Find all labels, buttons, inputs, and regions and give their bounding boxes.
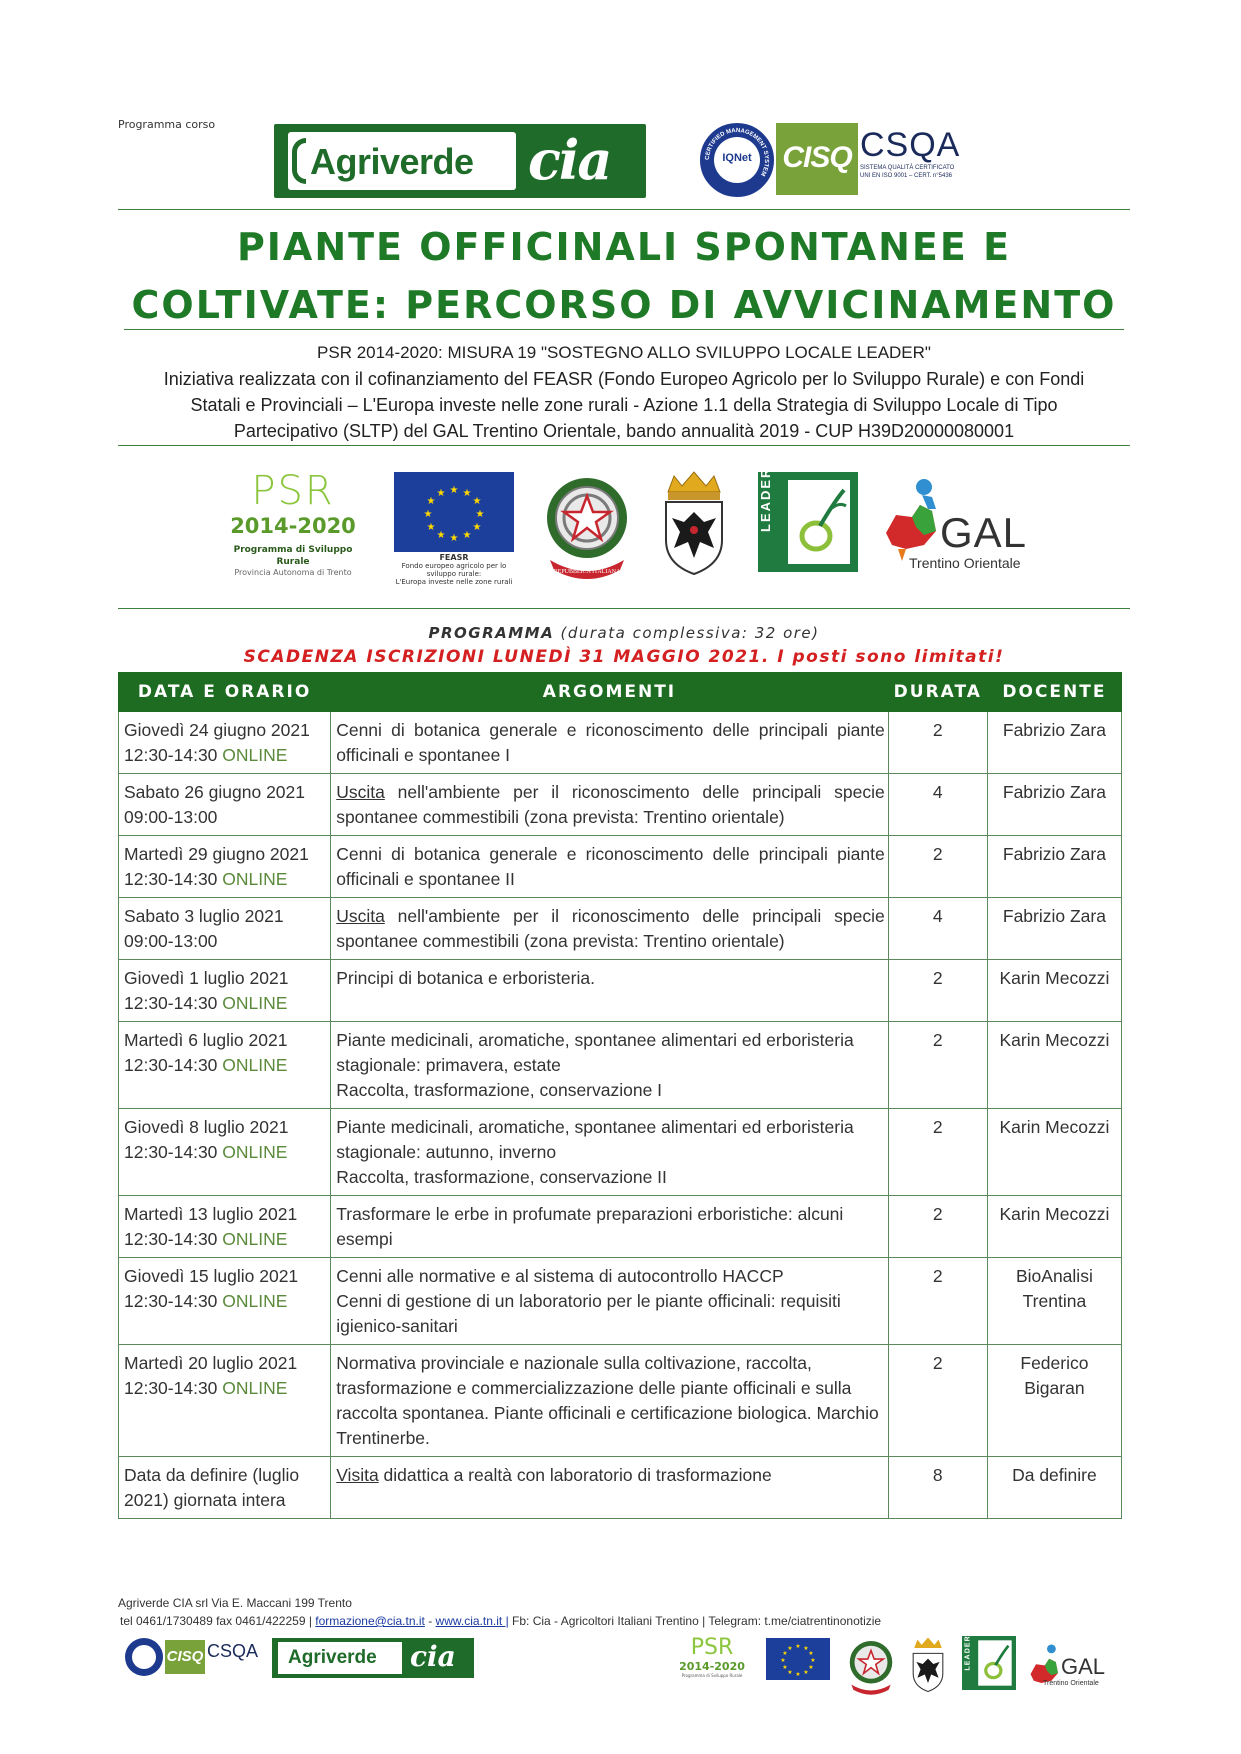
svg-text:★: ★ [803, 1669, 809, 1676]
date: Martedì 20 luglio 2021 [124, 1353, 298, 1373]
footer-contacts [120, 1614, 881, 1628]
svg-text:★: ★ [780, 1657, 786, 1664]
agriverde-wordmark: Agriverde [310, 141, 474, 182]
teacher-cell: BioAnalisi Trentina [987, 1258, 1121, 1345]
time: 09:00-13:00 [124, 807, 218, 827]
date-cell [119, 836, 331, 898]
duration-cell: 2 [888, 1022, 987, 1109]
email-link[interactable]: formazione@cia.tn.it [315, 1614, 425, 1628]
csqa-text: CSQA [860, 126, 961, 164]
topic-text: Piante medicinali, aromatiche, spontanee alimentari ed erboristeria stagionale: autunno, inverno [336, 1117, 854, 1162]
topic-cell: Cenni di botanica generale e riconoscimento delle principali piante officinali e spontanee I [331, 712, 889, 774]
column-header-topics: ARGOMENTI [331, 673, 889, 712]
psr-line-1: Programma di Sviluppo Rurale [233, 545, 353, 567]
emblem-banner-text: REPUBBLICA ITALIANA [553, 569, 621, 575]
divider [124, 329, 1124, 330]
footer-social: Fb: Cia - Agricoltori Italiani Trentino | Telegram: t.me/ciatrentinonotizie [512, 1614, 882, 1628]
footer-cisq-logo: CISQ [165, 1640, 205, 1674]
svg-text:★: ★ [808, 1664, 814, 1671]
footer-iqnet-logo-icon [125, 1638, 163, 1676]
time: 12:30-14:30 [124, 1291, 218, 1311]
cia-wordmark: cia [528, 128, 611, 192]
intro-text [118, 340, 1130, 444]
topic-text-2: Raccolta, trasformazione, conservazione II [336, 1167, 667, 1187]
eu-flag-icon [394, 472, 514, 552]
topic-cell [331, 1109, 889, 1196]
topic-cell [331, 1022, 889, 1109]
svg-text:★: ★ [436, 488, 446, 499]
csqa-logo [860, 126, 960, 194]
topic-cell: Principi di botanica e erboristeria. [331, 960, 889, 1022]
footer-italian-emblem-icon [846, 1636, 896, 1696]
table-row [119, 712, 1122, 774]
italian-republic-emblem-icon [540, 470, 634, 580]
footer-leader-text: LEADER [964, 1636, 972, 1671]
table-row [119, 1022, 1122, 1109]
eu-caption-line-1: Fondo europeo agricolo per lo sviluppo rurale: [401, 562, 507, 578]
column-header-duration: DURATA [888, 673, 987, 712]
csqa-line-2: UNI EN ISO 9001 – CERT. n°5436 [860, 173, 953, 179]
duration-cell: 2 [888, 712, 987, 774]
footer-gal-subtitle: Trentino Orientale [1043, 1680, 1099, 1687]
website-link[interactable]: www.cia.tn.it | [435, 1614, 509, 1628]
table-row [119, 1196, 1122, 1258]
svg-text:★: ★ [449, 485, 459, 496]
eu-caption [388, 554, 520, 586]
teacher-cell: Karin Mecozzi [987, 1196, 1121, 1258]
teacher-cell: Karin Mecozzi [987, 960, 1121, 1022]
table-row [119, 836, 1122, 898]
svg-text:★: ★ [472, 496, 482, 507]
time: 12:30-14:30 [124, 869, 218, 889]
trento-coat-of-arms-icon [660, 470, 728, 578]
svg-text:★: ★ [787, 1645, 793, 1652]
topic-cell [331, 898, 889, 960]
gal-trentino-orientale-logo [876, 475, 1031, 575]
date: Giovedì 24 giugno 2021 [124, 720, 310, 740]
online-badge: ONLINE [222, 869, 288, 889]
svg-text:★: ★ [436, 530, 446, 541]
footer-cia-wordmark: cia [410, 1640, 456, 1673]
agriverde-cia-logo [274, 124, 646, 198]
date-cell [119, 1345, 331, 1457]
title-line-2: COLTIVATE: PERCORSO DI AVVICINAMENTO [131, 283, 1117, 327]
teacher-cell: Karin Mecozzi [987, 1109, 1121, 1196]
topic-link[interactable]: Uscita [336, 906, 385, 926]
footer-leader-logo [962, 1636, 1016, 1690]
svg-text:★: ★ [472, 522, 482, 533]
topic-cell: Cenni di botanica generale e riconoscimento delle principali piante officinali e spontanee II [331, 836, 889, 898]
date-cell [119, 1258, 331, 1345]
programma-label: PROGRAMMA [428, 624, 555, 642]
svg-text:★: ★ [426, 496, 436, 507]
cup-code: CUP H39D20000080001 [815, 421, 1015, 441]
column-header-teacher: DOCENTE [987, 673, 1121, 712]
topic-cell [331, 774, 889, 836]
programma-duration: (durata complessiva: 32 ore) [560, 624, 820, 642]
topic-text: nell'ambiente per il riconoscimento delle principali specie spontanee commestibili (zona prevista: Trentino orientale) [336, 906, 885, 951]
svg-text:★: ★ [449, 533, 459, 544]
svg-text:★: ★ [787, 1669, 793, 1676]
svg-text:★: ★ [462, 530, 472, 541]
gal-subtitle: Trentino Orientale [909, 555, 1021, 571]
teacher-cell: Fabrizio Zara [987, 774, 1121, 836]
time: 09:00-13:00 [124, 931, 218, 951]
online-badge: ONLINE [222, 745, 288, 765]
table-row [119, 1109, 1122, 1196]
footer-agriverde-wordmark: Agriverde [288, 1647, 377, 1668]
online-badge: ONLINE [222, 1291, 288, 1311]
duration-cell: 2 [888, 1196, 987, 1258]
footer-trento-arms-icon [910, 1636, 946, 1694]
teacher-cell: Karin Mecozzi [987, 1022, 1121, 1109]
teacher-cell: Federico Bigaran [987, 1345, 1121, 1457]
footer-psr-logo [674, 1636, 750, 1678]
divider [118, 209, 1130, 210]
footer-psr-wordmark: PSR [690, 1635, 734, 1660]
footer-address: Agriverde CIA srl Via E. Maccani 199 Trento [118, 1596, 352, 1610]
online-badge: ONLINE [222, 1229, 288, 1249]
footer-gal-logo [1025, 1638, 1115, 1698]
footer-psr-year: 2014-2020 [679, 1660, 745, 1673]
time: 12:30-14:30 [124, 1142, 218, 1162]
page-title [118, 218, 1130, 334]
online-badge: ONLINE [222, 1378, 288, 1398]
iqnet-ring-text: CERTIFIED MANAGEMENT SYSTEM [704, 127, 770, 177]
footer-eu-flag-icon [766, 1638, 830, 1680]
time: 12:30-14:30 [124, 1229, 218, 1249]
date-cell [119, 1022, 331, 1109]
svg-text:★: ★ [475, 509, 485, 520]
eu-caption-line-2: L'Europa investe nelle zone rurali [395, 578, 513, 586]
online-badge: ONLINE [222, 1055, 288, 1075]
topic-text: nell'ambiente per il riconoscimento delle principali specie spontanee commestibili (zona prevista: Trentino orientale) [336, 782, 885, 827]
table-row [119, 774, 1122, 836]
teacher-cell: Da definire [987, 1457, 1121, 1519]
table-row [119, 898, 1122, 960]
date-cell: Data da definire (luglio 2021) giornata intera [119, 1457, 331, 1519]
date-cell [119, 1109, 331, 1196]
svg-text:★: ★ [795, 1671, 801, 1678]
footer-agriverde-logo [272, 1638, 474, 1678]
svg-text:★: ★ [795, 1643, 801, 1650]
topic-text: Cenni alle normative e al sistema di autocontrollo HACCP [336, 1266, 784, 1286]
date-cell [119, 712, 331, 774]
cisq-logo [776, 123, 858, 195]
date: Martedì 13 luglio 2021 [124, 1204, 298, 1224]
topic-link[interactable]: Visita [336, 1465, 379, 1485]
date-cell [119, 1196, 331, 1258]
measure-line: PSR 2014-2020: MISURA 19 "SOSTEGNO ALLO SVILUPPO LOCALE LEADER" [317, 343, 931, 362]
duration-cell: 8 [888, 1457, 987, 1519]
date-cell [119, 774, 331, 836]
topic-cell [331, 1258, 889, 1345]
document-label: Programma corso [118, 118, 216, 131]
teacher-cell: Fabrizio Zara [987, 712, 1121, 774]
svg-text:★: ★ [803, 1645, 809, 1652]
psr-wordmark: PSR [251, 468, 335, 514]
svg-text:★: ★ [808, 1650, 814, 1657]
svg-text:★: ★ [423, 509, 433, 520]
table-header-row [119, 673, 1122, 712]
online-badge: ONLINE [222, 1142, 288, 1162]
topic-cell: Trasformare le erbe in profumate preparazioni erboristiche: alcuni esempi [331, 1196, 889, 1258]
topic-text-2: Raccolta, trasformazione, conservazione I [336, 1080, 663, 1100]
psr-logo [218, 468, 368, 577]
leader-text: LEADER [758, 472, 773, 532]
svg-text:★: ★ [810, 1657, 816, 1664]
footer-csqa-logo: CSQA [207, 1641, 259, 1661]
deadline-notice: SCADENZA ISCRIZIONI LUNEDÌ 31 MAGGIO 2021. I posti sono limitati! [243, 647, 1005, 667]
duration-cell: 4 [888, 774, 987, 836]
topic-text: Piante medicinali, aromatiche, spontanee alimentari ed erboristeria stagionale: primavera, estate [336, 1030, 854, 1075]
time: 12:30-14:30 [124, 745, 218, 765]
topic-text-2: Cenni di gestione di un laboratorio per le piante officinali: requisiti igienico-sanitari [336, 1291, 841, 1336]
table-row [119, 1258, 1122, 1345]
title-line-1: PIANTE OFFICINALI SPONTANEE E [236, 225, 1012, 269]
svg-text:★: ★ [426, 522, 436, 533]
psr-year: 2014-2020 [230, 514, 356, 538]
feasr-label: FEASR [439, 553, 469, 562]
duration-cell: 2 [888, 836, 987, 898]
svg-text:★: ★ [462, 488, 472, 499]
teacher-cell: Fabrizio Zara [987, 836, 1121, 898]
date: Giovedì 1 luglio 2021 [124, 968, 289, 988]
programma-heading [118, 624, 1130, 642]
iqnet-certification-logo [700, 123, 774, 197]
footer-psr-line: Programma di Sviluppo Rurale [681, 1673, 743, 1678]
time: 12:30-14:30 [124, 1055, 218, 1075]
table-row [119, 1457, 1122, 1519]
gal-wordmark: GAL [940, 509, 1028, 556]
duration-cell: 2 [888, 1109, 987, 1196]
iqnet-text: IQNet [722, 152, 752, 164]
intro-paragraph: Iniziativa realizzata con il cofinanziamento del FEASR (Fondo Europeo Agricolo per lo Sviluppo Rurale) e con Fondi Statali e Provinciali – L'Europa investe nelle zone rurali - Azione 1.1 della Strategia di Sviluppo Locale di Tipo Partecipativo (SLTP) del GAL Trentino Orientale, bando annualità 2019 - [163, 369, 1085, 441]
csqa-line-1: SISTEMA QUALITÀ CERTIFICATO [860, 165, 955, 171]
topic-link[interactable]: Uscita [336, 782, 385, 802]
divider [118, 445, 1130, 446]
svg-text:★: ★ [782, 1664, 788, 1671]
topic-text: didattica a realtà con laboratorio di trasformazione [378, 1465, 772, 1485]
time: 12:30-14:30 [124, 1378, 218, 1398]
time: 12:30-14:30 [124, 993, 218, 1013]
duration-cell: 2 [888, 1258, 987, 1345]
leader-logo [758, 472, 858, 572]
footer-phone: tel 0461/1730489 fax 0461/422259 | [120, 1614, 312, 1628]
cisq-text: CISQ [782, 141, 852, 174]
date: Sabato 3 luglio 2021 [124, 906, 284, 926]
psr-line-2: Provincia Autonoma di Trento [234, 568, 352, 577]
footer-gal-wordmark: GAL [1061, 1654, 1106, 1679]
date-cell [119, 960, 331, 1022]
date: Martedì 29 giugno 2021 [124, 844, 309, 864]
table-row [119, 1345, 1122, 1457]
svg-text:★: ★ [782, 1650, 788, 1657]
divider [118, 608, 1130, 609]
duration-cell: 2 [888, 1345, 987, 1457]
online-badge: ONLINE [222, 993, 288, 1013]
teacher-cell: Fabrizio Zara [987, 898, 1121, 960]
table-row [119, 960, 1122, 1022]
duration-cell: 4 [888, 898, 987, 960]
bracket-icon [292, 138, 306, 184]
date: Martedì 6 luglio 2021 [124, 1030, 288, 1050]
duration-cell: 2 [888, 960, 987, 1022]
topic-cell [331, 1457, 889, 1519]
column-header-date: DATA E ORARIO [119, 673, 331, 712]
schedule-table [118, 672, 1122, 1519]
topic-cell: Normativa provinciale e nazionale sulla coltivazione, raccolta, trasformazione e commercializzazione delle piante officinali e sulla raccolta spontanea. Piante officinali e certificazione biologica. Marchio Trentinerbe. [331, 1345, 889, 1457]
date: Giovedì 8 luglio 2021 [124, 1117, 289, 1137]
date-cell [119, 898, 331, 960]
date: Sabato 26 giugno 2021 [124, 782, 305, 802]
date: Giovedì 15 luglio 2021 [124, 1266, 299, 1286]
footer-separator: - [428, 1614, 433, 1628]
